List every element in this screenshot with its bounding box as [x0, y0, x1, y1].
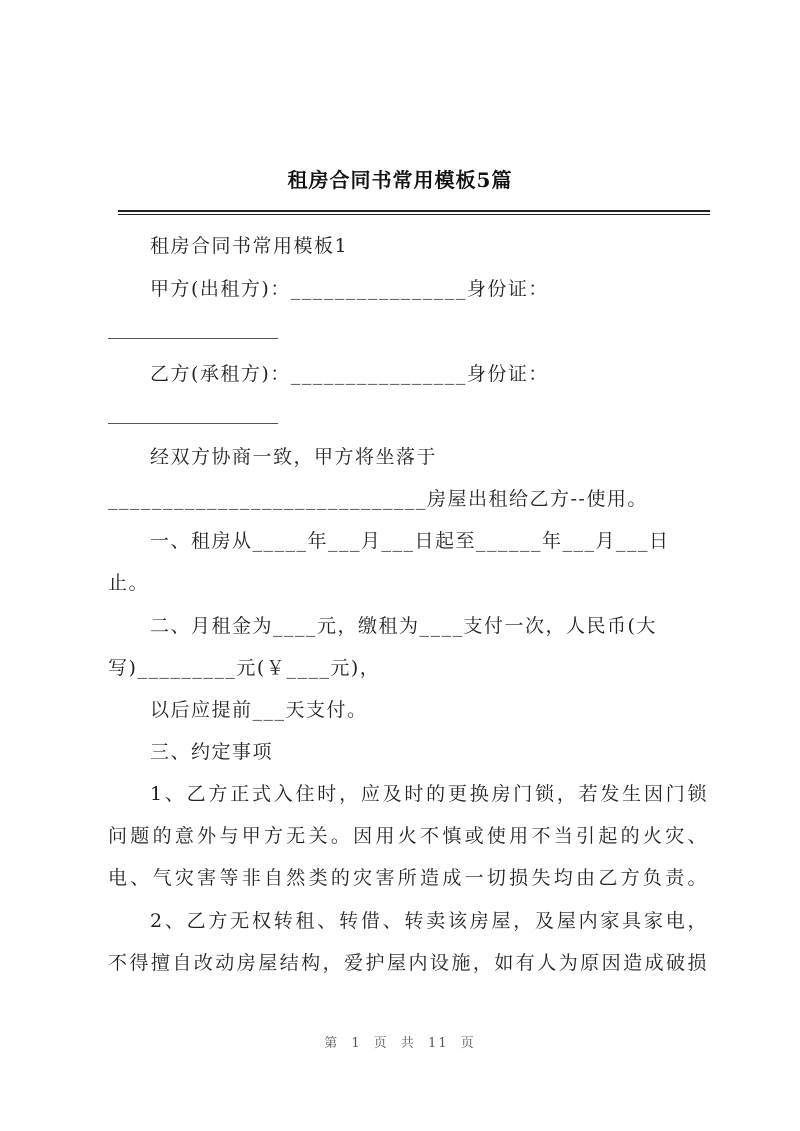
- property-location-line: _____________________________房屋出租给乙方--使用。: [108, 488, 648, 510]
- title-divider-thick: [118, 210, 710, 212]
- term-1-line-2: 问题的意外与甲方无关。因用火不慎或使用不当引起的火灾、: [108, 825, 708, 847]
- party-b-id-blank: [108, 423, 278, 424]
- section-heading: 租房合同书常用模板1: [150, 235, 349, 257]
- party-a-line: 甲方(出租方)：________________身份证：: [150, 278, 549, 300]
- term-2-line-2: 不得擅自改动房屋结构，爱护屋内设施，如有人为原因造成破损: [108, 952, 708, 974]
- terms-heading: 三、约定事项: [150, 741, 274, 763]
- rent-amount-line: 二、月租金为____元，缴租为____支付一次，人民币(大: [150, 615, 657, 637]
- rental-period-end: 止。: [108, 572, 150, 594]
- rental-period-line: 一、租房从_____年___月___日起至______年___月___日: [150, 530, 670, 552]
- rent-amount-words: 写)_________元(￥____元)，: [108, 657, 381, 679]
- term-1-line-1: 1、乙方正式入住时，应及时的更换房门锁，若发生因门锁: [150, 783, 708, 805]
- party-a-id-blank: [108, 338, 278, 339]
- party-b-line: 乙方(承租方)：________________身份证：: [150, 363, 549, 385]
- title-divider-thin: [118, 214, 710, 215]
- page-number: 第 1 页 共 11 页: [324, 1036, 476, 1051]
- term-1-line-3: 电、气灾害等非自然类的灾害所造成一切损失均由乙方负责。: [108, 867, 708, 889]
- agreement-intro: 经双方协商一致，甲方将坐落于: [150, 446, 438, 468]
- term-2-line-1: 2、乙方无权转租、转借、转卖该房屋，及屋内家具家电，: [150, 910, 708, 932]
- payment-advance-line: 以后应提前___天支付。: [150, 699, 368, 721]
- document-title: 租房合同书常用模板5篇: [287, 168, 513, 192]
